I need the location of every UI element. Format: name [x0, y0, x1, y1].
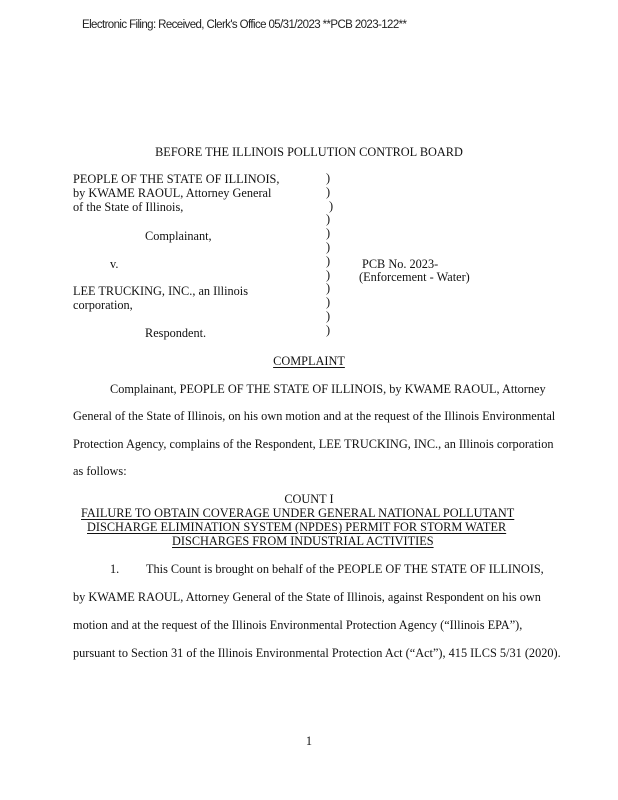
filing-stamp: Electronic Filing: Received, Clerk's Office 05/31/2023 **PCB 2023-122** — [82, 19, 407, 31]
page-number: 1 — [305, 734, 313, 748]
case-type: (Enforcement - Water) — [359, 270, 470, 284]
paragraph-1-line-3: motion and at the request of the Illinois Environmental Protection Agency (“Illinois EPA”), — [73, 618, 523, 632]
respondent-line-1: LEE TRUCKING, INC., an Illinois — [73, 284, 248, 298]
count-label: COUNT I — [284, 492, 334, 506]
versus-label: v. — [110, 257, 119, 271]
count-heading-line-1: FAILURE TO OBTAIN COVERAGE UNDER GENERAL NATIONAL POLLUTANT — [81, 506, 515, 520]
caption-divider: ) ) ) ) ) ) ) ) ) ) ) ) — [326, 171, 334, 337]
complainant-line-1: PEOPLE OF THE STATE OF ILLINOIS, — [73, 172, 280, 186]
count-heading-line-2: DISCHARGE ELIMINATION SYSTEM (NPDES) PERMIT FOR STORM WATER — [87, 520, 507, 534]
tribunal-heading: BEFORE THE ILLINOIS POLLUTION CONTROL BOARD — [155, 145, 463, 159]
respondent-role: Respondent. — [145, 326, 207, 340]
paragraph-1-line-1: This Count is brought on behalf of the PEOPLE OF THE STATE OF ILLINOIS, — [146, 562, 544, 576]
intro-line-2: General of the State of Illinois, on his own motion and at the request of the Illinois Environmental — [73, 409, 556, 423]
complainant-line-3: of the State of Illinois, — [73, 200, 184, 214]
count-heading-line-3: DISCHARGES FROM INDUSTRIAL ACTIVITIES — [172, 534, 434, 548]
intro-line-4: as follows: — [73, 464, 127, 478]
document-title: COMPLAINT — [273, 354, 345, 368]
complainant-role: Complainant, — [145, 229, 212, 243]
intro-line-3: Protection Agency, complains of the Respondent, LEE TRUCKING, INC., an Illinois corporation — [73, 437, 554, 451]
complainant-line-2: by KWAME RAOUL, Attorney General — [73, 186, 272, 200]
paragraph-number: 1. — [110, 562, 120, 576]
paragraph-1-line-2: by KWAME RAOUL, Attorney General of the State of Illinois, against Respondent on his own — [73, 590, 541, 604]
respondent-line-2: corporation, — [73, 298, 133, 312]
paragraph-1-line-4: pursuant to Section 31 of the Illinois Environmental Protection Act (“Act”), 415 ILCS 5/31 (2020). — [73, 646, 561, 660]
case-number: PCB No. 2023- — [362, 257, 439, 271]
intro-line-1: Complainant, PEOPLE OF THE STATE OF ILLINOIS, by KWAME RAOUL, Attorney — [110, 382, 546, 396]
